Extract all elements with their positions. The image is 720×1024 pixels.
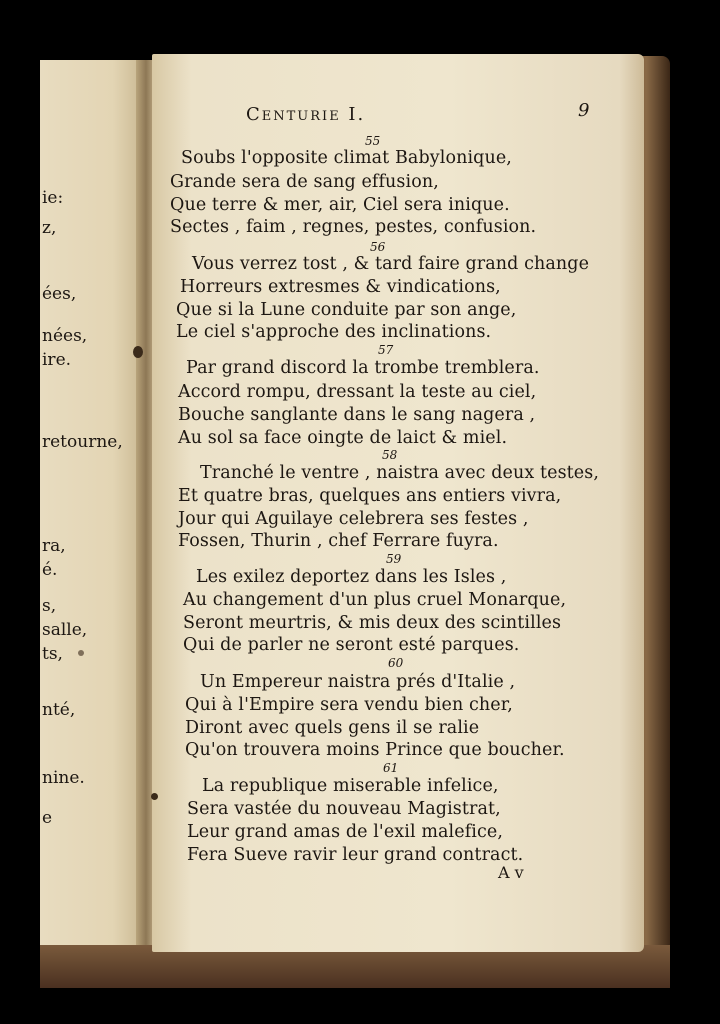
- left-page-fragment: ées,: [42, 284, 77, 304]
- verse-line: Fera Sueve ravir leur grand contract.: [187, 845, 524, 865]
- verse-line: Fossen, Thurin , chef Ferrare fuyra.: [178, 531, 499, 551]
- verse-line: Un Empereur naistra prés d'Italie ,: [200, 672, 516, 692]
- verse-number: 57: [378, 343, 394, 357]
- verse-number: 59: [386, 552, 402, 566]
- left-page-fragment: e: [42, 808, 53, 828]
- verse-number: 61: [383, 761, 399, 775]
- verse-line: Bouche sanglante dans le sang nagera ,: [178, 405, 536, 425]
- verse-line: Qu'on trouvera moins Prince que boucher.: [185, 740, 565, 760]
- verse-line: Soubs l'opposite climat Babylonique,: [181, 148, 512, 168]
- stain-spot: [78, 650, 84, 656]
- verse-line: Tranché le ventre , naistra avec deux testes,: [200, 463, 599, 483]
- verse-line: Qui à l'Empire sera vendu bien cher,: [185, 695, 513, 715]
- verse-line: Sera vastée du nouveau Magistrat,: [187, 799, 501, 819]
- left-page-fragment: nté,: [42, 700, 76, 720]
- left-page-fragment: salle,: [42, 620, 88, 640]
- left-page: [40, 60, 144, 945]
- left-page-fragment: s,: [42, 596, 57, 616]
- verse-line: Que si la Lune conduite par son ange,: [176, 300, 517, 320]
- left-page-fragment: ra,: [42, 536, 66, 556]
- verse-line: Par grand discord la trombe tremblera.: [186, 358, 540, 378]
- verse-line: Jour qui Aguilaye celebrera ses festes ,: [178, 509, 529, 529]
- verse-line: Que terre & mer, air, Ciel sera inique.: [170, 195, 510, 215]
- verse-number: 60: [388, 656, 404, 670]
- verse-line: Qui de parler ne seront esté parques.: [183, 635, 520, 655]
- verse-line: Au changement d'un plus cruel Monarque,: [183, 590, 567, 610]
- left-page-fragment: nine.: [42, 768, 85, 788]
- verse-line: Vous verrez tost , & tard faire grand change: [192, 254, 590, 274]
- verse-line: Sectes , faim , regnes, pestes, confusion.: [170, 217, 537, 237]
- page-title: Centurie I.: [246, 104, 366, 125]
- verse-line: Accord rompu, dressant la teste au ciel,: [178, 382, 537, 402]
- left-page-fragment: nées,: [42, 326, 88, 346]
- ink-spot: [151, 793, 158, 800]
- verse-line: Leur grand amas de l'exil malefice,: [187, 822, 504, 842]
- left-page-fragment: retourne,: [42, 432, 123, 452]
- left-page-fragment: z,: [42, 218, 57, 238]
- verse-number: 58: [382, 448, 398, 462]
- left-page-fragment: ire.: [42, 350, 72, 370]
- signature-mark: A v: [498, 863, 524, 882]
- verse-line: Le ciel s'approche des inclinations.: [176, 322, 492, 342]
- verse-line: Et quatre bras, quelques ans entiers vivra,: [178, 486, 562, 506]
- verse-line: Seront meurtris, & mis deux des scintilles: [183, 613, 562, 633]
- left-page-fragment: é.: [42, 560, 58, 580]
- verse-number: 55: [365, 134, 381, 148]
- page-number: 9: [578, 100, 590, 121]
- verse-line: Horreurs extresmes & vindications,: [180, 277, 501, 297]
- ink-spot: [133, 346, 143, 358]
- verse-line: La republique miserable infelice,: [202, 776, 499, 796]
- left-page-fragment: ts,: [42, 644, 63, 664]
- verse-line: Diront avec quels gens il se ralie: [185, 718, 480, 738]
- verse-line: Au sol sa face oingte de laict & miel.: [178, 428, 508, 448]
- verse-line: Grande sera de sang effusion,: [170, 172, 439, 192]
- verse-number: 56: [370, 240, 386, 254]
- verse-line: Les exilez deportez dans les Isles ,: [196, 567, 507, 587]
- left-page-fragment: ie:: [42, 188, 64, 208]
